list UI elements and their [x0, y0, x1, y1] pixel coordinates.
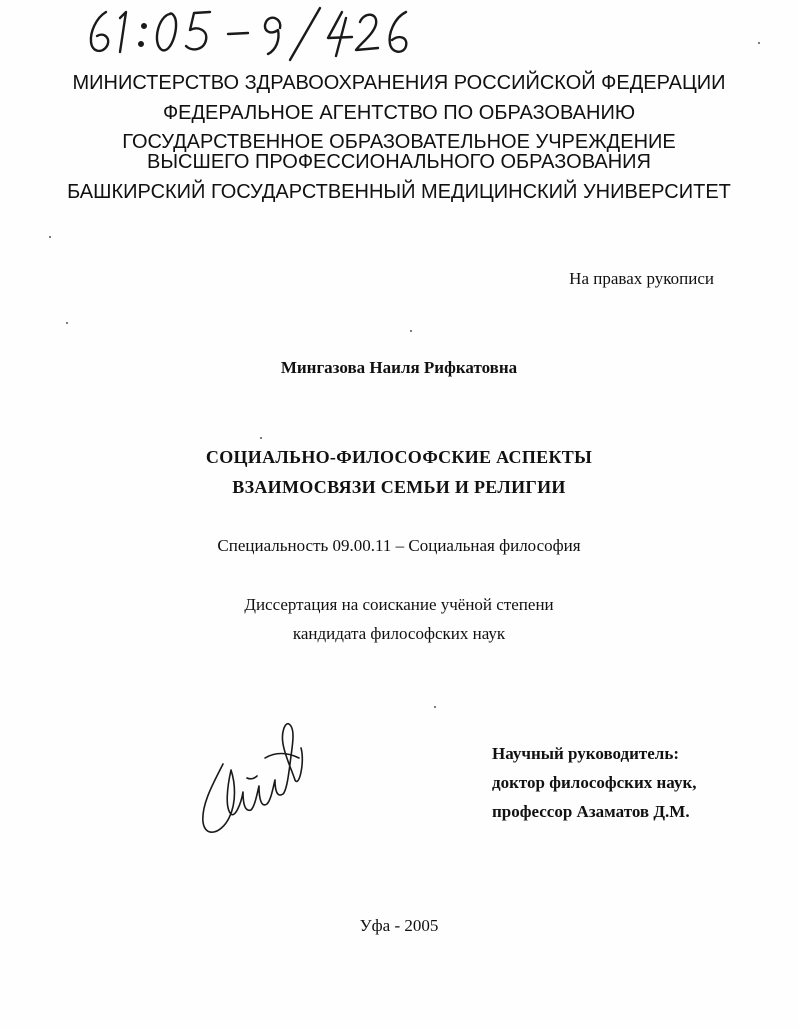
manuscript-note: На правах рукописи [569, 269, 714, 288]
scan-speck [410, 330, 412, 332]
institution-heading-line1: ГОСУДАРСТВЕННОЕ ОБРАЗОВАТЕЛЬНОЕ УЧРЕЖДЕНИЕ [122, 131, 676, 153]
agency-heading: ФЕДЕРАЛЬНОЕ АГЕНТСТВО ПО ОБРАЗОВАНИЮ [162, 102, 636, 124]
handwritten-archive-code [84, 4, 414, 62]
ministry-heading: МИНИСТЕРСТВО ЗДРАВООХРАНЕНИЯ РОССИЙСКОЙ ФЕДЕРАЦИИ [72, 72, 726, 94]
dissertation-title-line2: ВЗАИМОСВЯЗИ СЕМЬИ И РЕЛИГИИ [232, 477, 566, 497]
scan-speck [66, 322, 68, 324]
supervisor-name: профессор Азаматов Д.М. [492, 802, 690, 821]
place-year: Уфа - 2005 [359, 916, 439, 935]
university-heading: БАШКИРСКИЙ ГОСУДАРСТВЕННЫЙ МЕДИЦИНСКИЙ УНИВЕРСИТЕТ [67, 181, 731, 203]
scan-speck [758, 42, 760, 44]
author-name: Мингазова Наиля Рифкатовна [280, 358, 518, 377]
specialty-line: Специальность 09.00.11 – Социальная философия [217, 536, 581, 555]
dissertation-title-line1: СОЦИАЛЬНО-ФИЛОСОФСКИЕ АСПЕКТЫ [205, 447, 593, 467]
institution-heading-line2: ВЫСШЕГО ПРОФЕССИОНАЛЬНОГО ОБРАЗОВАНИЯ [147, 151, 651, 173]
supervisor-label: Научный руководитель: [492, 744, 679, 763]
degree-line1: Диссертация на соискание учёной степени [244, 595, 554, 614]
handwritten-signature [195, 718, 315, 843]
degree-line2: кандидата философских наук [292, 624, 506, 643]
scan-speck [49, 236, 51, 238]
scan-speck [260, 437, 262, 439]
supervisor-degree: доктор философских наук, [492, 773, 697, 792]
scan-speck [434, 706, 436, 708]
